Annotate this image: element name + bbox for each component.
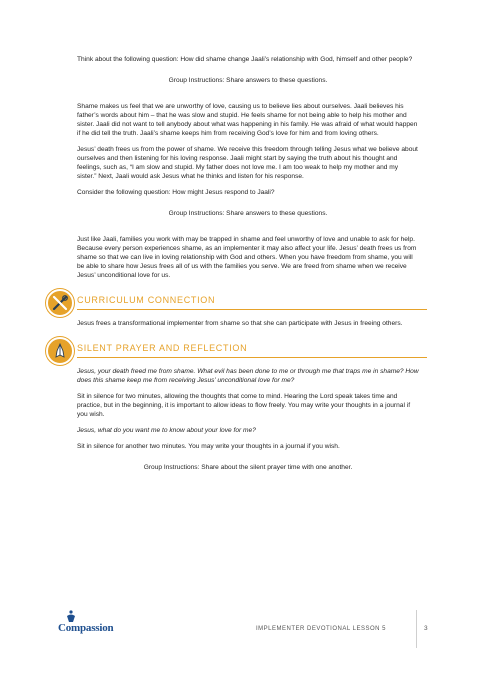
group-instructions: Group Instructions: Share answers to these questions. (168, 210, 328, 217)
section-title: SILENT PRAYER AND REFLECTION (77, 343, 248, 353)
compassion-logo (58, 610, 128, 640)
silent-prayer-header (77, 342, 419, 359)
section-title: CURRICULUM CONNECTION (77, 295, 216, 305)
paragraph: Shame makes us feel that we are unworthy of love, causing us to believe lies about ourselves. Jaali believes his father’s words about him – that he was slow and stupid. He feels shame for not being able to help his mother and sister. Jaali did not want to tell anybody about what was happening in his family. He was afraid of what would happen if he did tell the truth. Jaali’s shame keeps him from receiving God’s love for him and from loving others. (77, 103, 418, 137)
curriculum-connection-header (77, 294, 419, 311)
page-number: 3 (424, 625, 428, 632)
group-instructions: Group Instructions: Share about the silent prayer time with one another. (143, 464, 353, 471)
paragraph: Jesus frees a transformational implementer from shame so that she can participate with Jesus in freeing others. (77, 320, 403, 327)
paragraph: Consider the following question: How might Jesus respond to Jaali? (77, 189, 275, 196)
section-divider (77, 309, 427, 310)
paragraph: Sit in silence for two minutes, allowing the thoughts that come to mind. Hearing the Lord speak takes time and practice, but in the beginning, it is important to allow ideas to flow freely. You may write your thoughts in a journal if you wish. (77, 393, 411, 418)
footer-divider (416, 610, 417, 648)
logo-wordmark: Compassion (58, 622, 114, 634)
logo-figure-icon (66, 610, 76, 622)
paragraph: Jesus’ death frees us from the power of shame. We receive this freedom through telling Jesus what we believe about ourselves and then listening for his loving response. Jaali might start by saying the truth about his thought and feelings, such as, “I am slow and stupid. My father does not love me. I am too weak to help my mother and my sister.” Next, Jaali would ask Jesus what he thinks and listen for his response. (77, 146, 418, 180)
prayer-question: Jesus, what do you want me to know about your love for me? (77, 427, 256, 434)
page-content (77, 55, 419, 489)
praying-hands-icon (46, 337, 74, 365)
paragraph: Just like Jaali, families you work with may be trapped in shame and feel unworthy of love and unable to ask for help. Because every person experiences shame, as an implementer it may also affect your life. Jesus’ death frees us from shame so that we can live in loving relationship with God and others. When you have freedom from shame, you will be able to share how Jesus frees all of us with the families you serve. We are freed from shame when we receive Jesus’ unconditional love for us. (77, 236, 417, 279)
section-divider (77, 357, 427, 358)
tools-icon (46, 289, 74, 317)
group-instructions: Group Instructions: Share answers to these questions. (168, 77, 328, 84)
paragraph: Think about the following question: How did shame change Jaali’s relationship with God, himself and other people? (77, 56, 413, 63)
footer-label: IMPLEMENTER DEVOTIONAL LESSON 5 (256, 626, 386, 632)
prayer-question: Jesus, your death freed me from shame. What evil has been done to me or through me that traps me in shame? How does this shame keep me from receiving Jesus’ unconditional love for me? (77, 368, 419, 384)
paragraph: Sit in silence for another two minutes. You may write your thoughts in a journal if you wish. (77, 443, 340, 450)
